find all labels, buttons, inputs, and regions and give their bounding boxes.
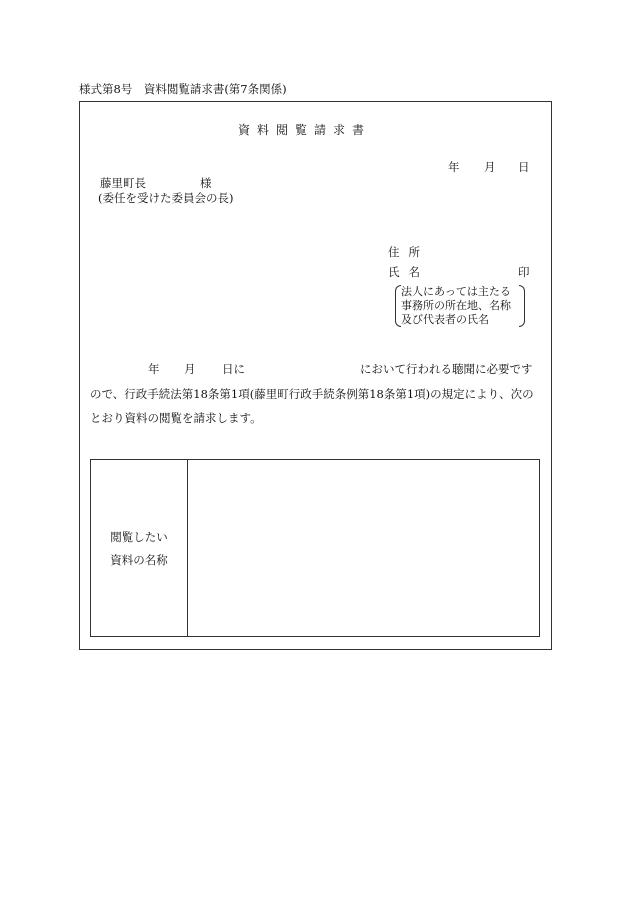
body-text-line: ので、行政手続法第18条第1項(藤里町行政手続条例第18条第1項)の規定により、次の bbox=[90, 387, 534, 401]
hearing-day-label: 日に bbox=[222, 362, 245, 376]
corporation-note bbox=[395, 285, 525, 327]
hearing-year-label: 年 bbox=[148, 362, 160, 376]
materials-label bbox=[91, 526, 187, 572]
delegated-note: (委任を受けた委員会の長) bbox=[98, 191, 234, 205]
address-label: 住所 bbox=[388, 245, 429, 259]
body-text-line: とおり資料の閲覧を請求します。 bbox=[90, 411, 262, 425]
date-day-label: 日 bbox=[518, 160, 530, 174]
date-month-label: 月 bbox=[484, 160, 496, 174]
seal-mark: 印 bbox=[518, 265, 530, 279]
hearing-month-label: 月 bbox=[184, 362, 196, 376]
materials-value-field[interactable] bbox=[188, 460, 539, 636]
form-number: 様式第8号 資料閲覧請求書(第7条関係) bbox=[79, 82, 287, 96]
body-text-line: において行われる聴聞に必要です bbox=[360, 362, 533, 376]
materials-label-line: 閲覧したい bbox=[110, 530, 168, 544]
materials-label-line: 資料の名称 bbox=[110, 553, 168, 567]
corporation-note-line: 法人にあっては主たる bbox=[401, 285, 511, 298]
date-year-label: 年 bbox=[448, 160, 460, 174]
addressee-honorific: 様 bbox=[200, 176, 212, 190]
materials-table bbox=[90, 459, 540, 637]
addressee: 藤里町長 bbox=[100, 176, 146, 190]
form-title: 資料閲覧請求書 bbox=[238, 123, 372, 137]
name-label: 氏名 bbox=[388, 265, 429, 279]
corporation-note-line: 及び代表者の氏名 bbox=[401, 313, 489, 326]
corporation-note-line: 事務所の所在地、名称 bbox=[401, 299, 511, 312]
